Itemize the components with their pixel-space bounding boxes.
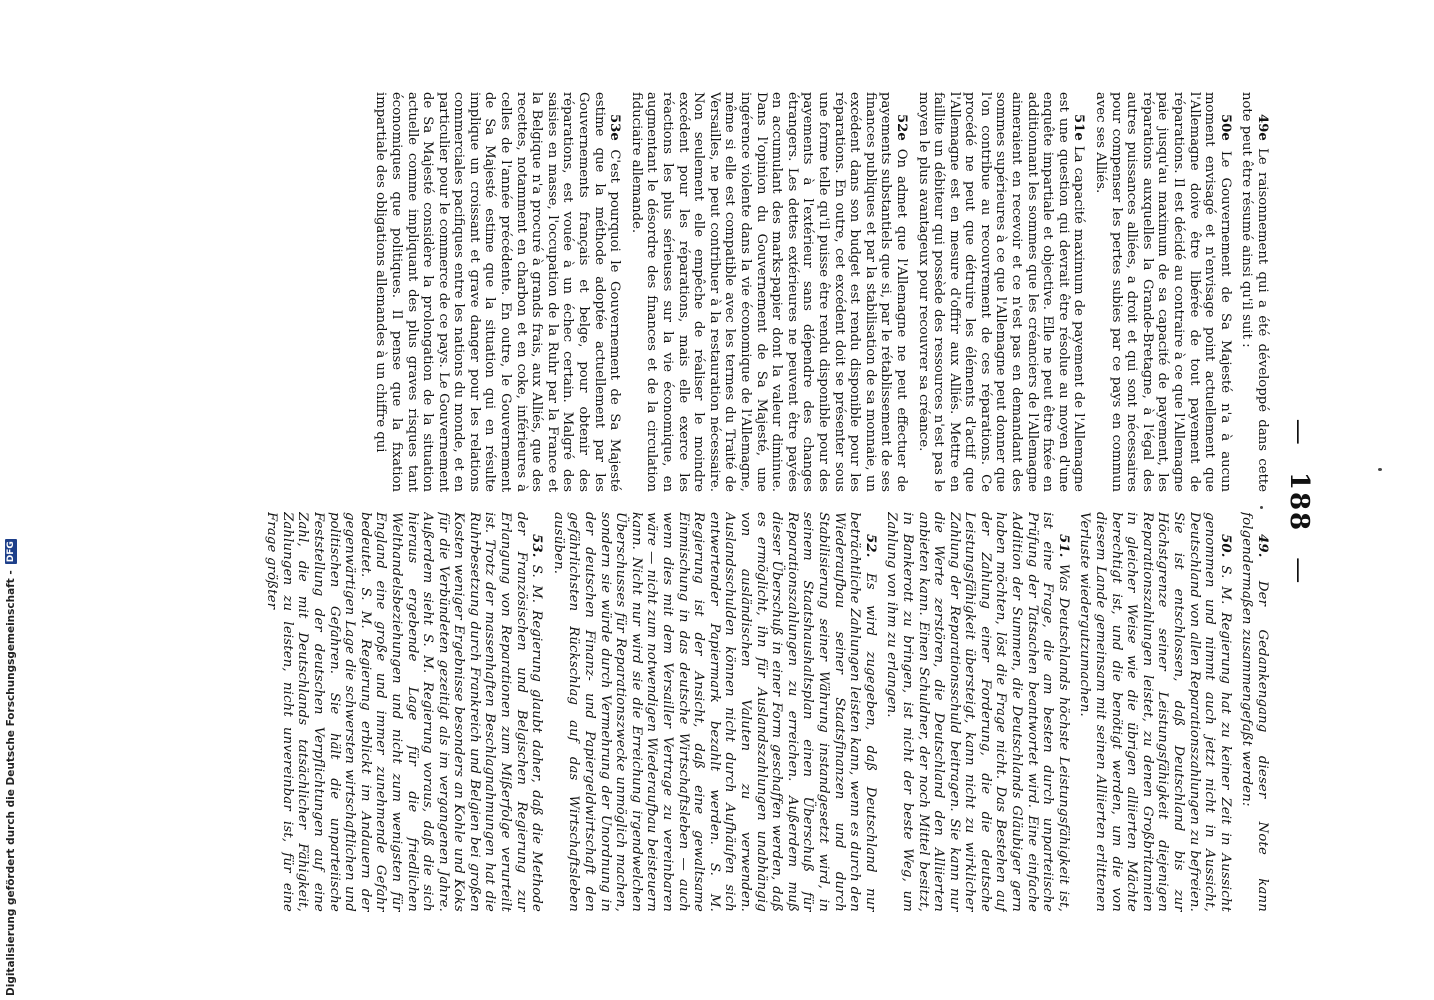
page-header (1274, 92, 1314, 912)
paragraph-text: On admet que l'Allemagne ne peut effectuer de payements substantiels que si, par le rétablissement de ses finances publiques et par la stabilisation de sa monnaie, un excédent dans son budget est rendu disponible pour les réparations. En outre, cet excédent doit se présenter sous une forme telle qu'il puisse être rendu disponible pour des payements à l'extérieur sans dépendre des changes étrangers. Les dettes extérieures ne peuvent être payées en accumulant des marks-papier dont la valeur diminue. Dans l'opinion du Gouvernement de Sa Majesté, une ingérence violente dans la vie économique de l'Allemagne, même si elle est compatible avec les termes du Traité de Versailles, ne peut contribuer à la restauration nécessaire. Non seulement elle empêche de réaliser le moindre excédent pour les réparations, mais elle exerce les réactions les plus sérieuses sur la vie économique, en augmentant le désordre des finances et de la circulation fiduciaire allemande. (628, 92, 909, 492)
scan-speck (1260, 506, 1263, 509)
german-paragraph-52 (550, 512, 877, 912)
french-paragraph-51 (915, 92, 1087, 492)
paragraph-number: 52e (893, 114, 909, 141)
paragraph-text: Was Deutschlands höchste Leistungsfähigkeit ist, ist eine Frage, die am besten durch unparteiische Prüfung der Tatsachen beantwortet wird. Eine einfache Addition der Summen, die Deutschlands Gläubiger gern haben möchten, löst die Frage nicht. Das Bestehen auf der Zahlung einer Forderung, die die deutsche Leistungsfähigkeit übersteigt, kann nicht zu wirklicher Zahlung der Reparationsschuld beitragen. Sie kann nur die Werte zerstören, die Deutschland den Alliierten anbieten kann. Einen Schuldner, der noch Mittel besitzt, in Bankerott zu bringen, ist nicht der beste Weg, um Zahlung von ihm zu erlangen. (884, 512, 1071, 912)
paragraph-text: La capacité maximum de payement de l'Allemagne est une question qui devrait être résolue au moyen d'une enquête impartiale et objective. Elle ne peut être fixée en additionnant les sommes que les créanciers de l'Allemagne aimeraient en recevoir et ce n'est pas en demandant des sommes supérieures à ce que l'Allemagne peut donner que l'on contribue au recouvrement de ces réparations. Ce procédé ne peut que détruire les éléments d'actif que l'Allemagne est en mesure d'offrir aux Alliés. Mettre en faillite un débiteur qui possède des ressources n'est pas le moyen le plus avantageux pour recouvrer sa créance. (915, 92, 1087, 492)
paragraph-text: Le raisonnement qui a été développé dans cette note peut être résumé ainsi qu'il suit : (1239, 92, 1270, 492)
paragraph-text: C'est pourquoi le Gouvernement de Sa Majesté estime que la méthode adoptée actuellement par les Gouvernements français et belge, pour obtenir des réparations, est vouée à un échec certain. Malgré des saisies en masse, l'occupation de la Ruhr par la France et la Belgique n'a procuré à grands frais, aux Alliés, que des recettes, notamment en charbon et en coke, inférieures à celles de l'année précédente. En outre, le Gouvernement de Sa Majesté estime que la situation qui en résulte implique un croissant et grave danger pour les relations commerciales pacifiques entre les nations du monde, et en particulier pour le commerce de ce pays. Le Gouvernement de Sa Majesté considère la prolongation de la situation actuelle comme impliquant des plus graves risques tant économiques que politiques. Il pense que la fixation impartiale des obligations allemandes à un chiffre qui (373, 92, 623, 492)
german-paragraph-50 (1077, 512, 1233, 912)
paragraph-number: 52. (862, 534, 878, 558)
paragraph-text: Der Gedankengang dieser Note kann folgendermaßen zusammengefaßt werden: (1239, 512, 1270, 912)
french-column (110, 92, 1270, 492)
paragraph-number: 50e (1217, 114, 1233, 141)
paragraph-number: 49. (1255, 534, 1270, 558)
german-paragraph-49 (1239, 512, 1270, 912)
two-column-body (110, 92, 1270, 912)
paragraph-number: 50. (1217, 534, 1233, 558)
page-number: 188 (1284, 471, 1314, 533)
paragraph-text: Le Gouvernement de Sa Majesté n'a à aucun moment envisagé et n'envisage point actuellement que l'Allemagne doive être libérée de tout payement de réparations. Il est décidé au contraire à ce que l'Allemagne paie jusqu'au maximum de sa capacité de payement, les réparations auxquelles la Grande-Bretagne, à l'égal des autres puissances alliées, a droit et qui sont nécessaires pour compenser les pertes subies par ce pays en commun avec ses Alliés. (1093, 92, 1233, 492)
french-paragraph-50 (1092, 92, 1232, 492)
rotated-scanned-page (104, 92, 1314, 912)
header-dash-left: — (1284, 418, 1314, 447)
paragraph-number: 53e (607, 114, 623, 141)
german-column (110, 512, 1270, 912)
header-dash-right: — (1284, 557, 1314, 586)
scan-speck (1378, 468, 1382, 471)
paragraph-number: 51e (1071, 114, 1087, 141)
paragraph-number: 49e (1255, 114, 1270, 141)
french-paragraph-52 (628, 92, 909, 492)
german-paragraph-51 (884, 512, 1071, 912)
french-paragraph-49 (1239, 92, 1270, 492)
dfg-logo: DFG (6, 541, 16, 563)
german-paragraph-53 (264, 512, 545, 912)
paragraph-text: S. M. Regierung glaubt daher, daß die Methode der Französischen und Belgischen Regierung zur Erlangung von Reparationen zum Mißerfolge verurteilt ist. Trotz der massenhaften Beschlagnahmungen hat die Ruhrbesetzung durch Frankreich und Belgien bei großen Kosten weniger Ergebnisse besonders an Kohle und Koks für die Verbündeten gezeitigt als im vergangenen Jahre. Außerdem sieht S. M. Regierung voraus, daß die sich hieraus ergebende Lage für die friedlichen Welthandelsbeziehungen und nicht zum wenigsten für England eine große und immer zunehmende Gefahr bedeutet. S. M. Regierung erblickt im Andauern der gegenwärtigen Lage die schwersten wirtschaftlichen und politischen Gefahren. Sie hält die unparteiische Feststellung der deutschen Verpflichtungen auf eine Zahl, die mit Deutschlands tatsächlicher Fähigkeit, Zahlungen zu leisten, nicht unvereinbar ist, für eine Frage größter (264, 512, 545, 912)
digitization-credit (4, 541, 18, 996)
paragraph-number: 51. (1055, 534, 1071, 558)
paragraph-text: Es wird zugegeben, daß Deutschland nur beträchtliche Zahlungen leisten kann, wenn es durch den Wiederaufbau seiner Staatsfinanzen und durch Stabilisierung seiner Währung instandgesetzt wird, in seinem Staatshaushaltsplan einen Überschuß für Reparationszahlungen zu erreichen. Außerdem muß dieser Überschuß in einer Form geschaffen werden, daß es ermöglicht, ihn für Auslandszahlungen unabhängig von ausländischen Valuten zu verwenden. Auslandsschulden können nicht durch Aufhäufen sich entwertender Papiermark bezahlt werden. S. M. Regierung ist der Ansicht, daß eine gewaltsame Einmischung in das deutsche Wirtschaftsleben — auch wenn dies mit dem Versailler Vertrage zu vereinbaren wäre — nicht zum notwendigen Wiederaufbau beisteuern kann. Nicht nur wird sie die Erreichung irgendwelchen Überschusses für Reparationszwecke unmöglich machen, sondern sie würde durch Vermehrung der Unordnung in der deutschen Finanz- und Papiergeldwirtschaft den gefährlichsten Rückschlag auf das Wirtschaftsleben ausüben. (550, 512, 878, 912)
paragraph-text: S. M. Regierung hat zu keiner Zeit in Aussicht genommen und nimmt auch jetzt nicht in Aussicht, Deutschland von allen Reparationszahlungen zu befreien. Sie ist entschlossen, daß Deutschland bis zur Höchstgrenze seiner Leistungsfähigkeit diejenigen Reparationszahlungen leistet, zu denen Großbritannien in gleicher Weise wie die übrigen alliierten Mächte berechtigt ist, und die benötigt werden, um die von diesem Lande gemeinsam mit seinen Alliierten erlittenen Verluste wiedergutzumachen. (1077, 512, 1233, 912)
credit-text: Digitalisierung gefördert durch die Deutsche Forschungsgemeinschaft - (5, 570, 17, 996)
french-paragraph-53 (373, 92, 623, 492)
paragraph-number: 53. (529, 534, 545, 558)
